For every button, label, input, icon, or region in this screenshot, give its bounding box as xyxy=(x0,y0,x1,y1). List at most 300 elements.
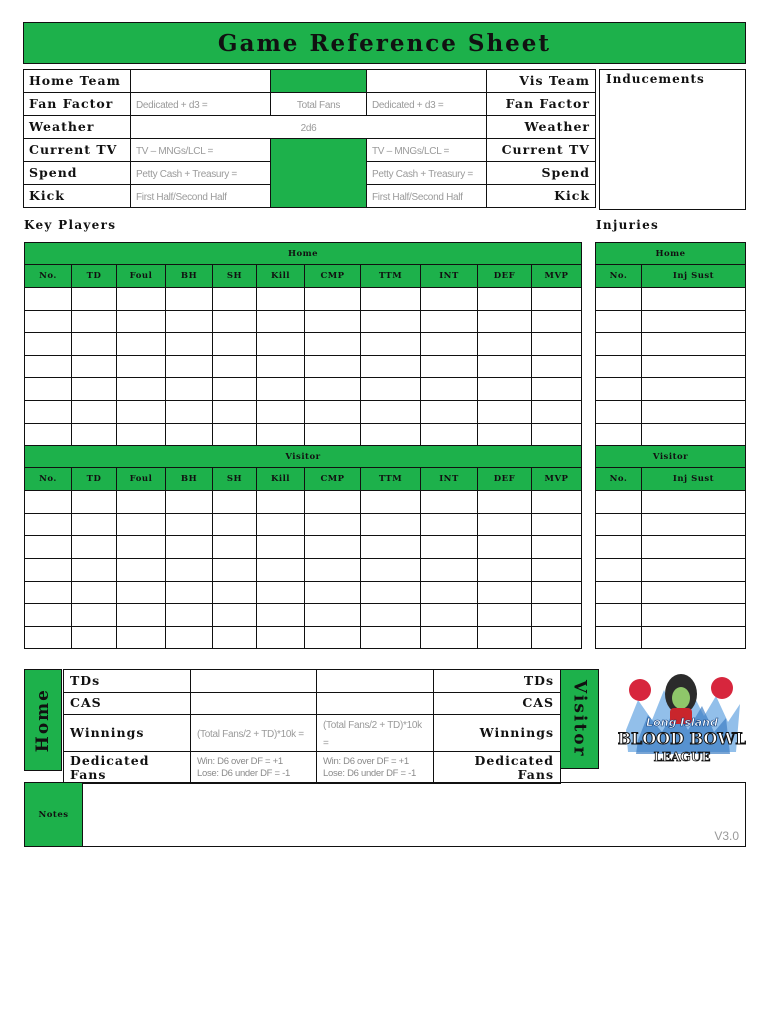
weather-label-vis: Weather xyxy=(524,119,590,134)
table-cell[interactable] xyxy=(257,513,305,536)
table-cell[interactable] xyxy=(361,558,421,581)
table-cell[interactable] xyxy=(478,378,532,401)
table-cell[interactable] xyxy=(257,604,305,627)
table-cell[interactable] xyxy=(421,626,478,649)
table-cell[interactable] xyxy=(421,310,478,333)
visitor-table-row xyxy=(25,581,582,604)
table-cell[interactable] xyxy=(117,581,166,604)
table-cell[interactable] xyxy=(361,355,421,378)
column-header: BH xyxy=(166,468,213,491)
visitor-injury-row xyxy=(596,581,746,604)
visitor-injury-row xyxy=(596,626,746,649)
table-cell[interactable] xyxy=(532,581,582,604)
table-cell[interactable] xyxy=(421,513,478,536)
table-cell[interactable] xyxy=(117,288,166,311)
tds-label-vis: TDs xyxy=(523,672,554,688)
vis-fan-factor-field[interactable] xyxy=(367,93,487,116)
column-header: CMP xyxy=(305,468,361,491)
table-cell[interactable] xyxy=(117,310,166,333)
win-hint-vis: Win: D6 over DF = +1 xyxy=(323,755,409,767)
table-cell[interactable] xyxy=(25,604,72,627)
weather-field[interactable] xyxy=(131,116,487,139)
home-injury-row xyxy=(596,400,746,423)
table-cell[interactable] xyxy=(596,400,642,423)
title-bar xyxy=(23,22,746,64)
table-cell[interactable] xyxy=(25,513,72,536)
column-header: Foul xyxy=(117,265,166,288)
column-header: MVP xyxy=(532,265,582,288)
table-cell[interactable] xyxy=(72,558,117,581)
table-cell[interactable] xyxy=(166,355,213,378)
table-cell[interactable] xyxy=(305,288,361,311)
table-cell[interactable] xyxy=(421,378,478,401)
table-cell[interactable] xyxy=(117,423,166,446)
table-cell[interactable] xyxy=(213,310,257,333)
table-cell[interactable] xyxy=(596,558,642,581)
column-header: TTM xyxy=(361,265,421,288)
vis-team-label: Vis Team xyxy=(519,73,590,88)
column-header: DEF xyxy=(478,468,532,491)
injuries-home-band-label: Home xyxy=(596,243,746,265)
table-cell[interactable] xyxy=(213,400,257,423)
table-cell[interactable] xyxy=(642,581,746,604)
table-cell[interactable] xyxy=(532,626,582,649)
table-cell[interactable] xyxy=(166,310,213,333)
table-cell[interactable] xyxy=(642,604,746,627)
table-cell[interactable] xyxy=(532,536,582,559)
table-cell[interactable] xyxy=(532,491,582,514)
column-header: Kill xyxy=(257,265,305,288)
table-cell[interactable] xyxy=(257,558,305,581)
table-cell[interactable] xyxy=(361,333,421,356)
logo-line2: BLOOD BOWL xyxy=(618,729,746,748)
home-tds-field[interactable] xyxy=(191,670,317,693)
table-cell[interactable] xyxy=(478,626,532,649)
home-injury-row xyxy=(596,333,746,356)
table-cell[interactable] xyxy=(117,558,166,581)
vis-tv-field[interactable] xyxy=(367,139,487,162)
table-cell[interactable] xyxy=(257,355,305,378)
table-cell[interactable] xyxy=(72,513,117,536)
table-cell[interactable] xyxy=(257,310,305,333)
current-tv-label-vis: Current TV xyxy=(501,142,590,157)
column-header: TD xyxy=(72,468,117,491)
table-cell[interactable] xyxy=(213,378,257,401)
table-cell[interactable] xyxy=(532,378,582,401)
table-cell[interactable] xyxy=(25,355,72,378)
table-cell[interactable] xyxy=(25,423,72,446)
injuries-visitor-band-label: Visitor xyxy=(596,446,746,468)
table-cell[interactable] xyxy=(305,536,361,559)
fan-factor-label-home: Fan Factor xyxy=(29,96,114,111)
column-header: BH xyxy=(166,265,213,288)
table-cell[interactable] xyxy=(596,491,642,514)
home-table-row xyxy=(25,288,582,311)
table-cell[interactable] xyxy=(166,423,213,446)
table-cell[interactable] xyxy=(117,491,166,514)
table-cell[interactable] xyxy=(257,288,305,311)
table-cell[interactable] xyxy=(166,581,213,604)
cas-label-vis: CAS xyxy=(522,695,554,711)
vis-spend-field[interactable] xyxy=(367,162,487,185)
visitor-injury-headers xyxy=(596,468,746,491)
table-cell[interactable] xyxy=(213,581,257,604)
home-kick-field[interactable] xyxy=(131,185,271,208)
table-cell[interactable] xyxy=(72,491,117,514)
table-cell[interactable] xyxy=(25,310,72,333)
table-cell[interactable] xyxy=(117,378,166,401)
lose-hint-home: Lose: D6 under DF = -1 xyxy=(197,767,290,779)
table-cell[interactable] xyxy=(257,536,305,559)
visitor-column-headers xyxy=(25,468,582,491)
table-cell[interactable] xyxy=(117,536,166,559)
injuries-title: Injuries xyxy=(596,218,660,232)
key-players-table xyxy=(24,242,582,649)
table-cell[interactable] xyxy=(213,491,257,514)
home-table-row xyxy=(25,333,582,356)
home-band xyxy=(25,243,582,265)
winnings-hint-vis: (Total Fans/2 + TD)*10k = xyxy=(323,720,422,749)
home-team-label: Home Team xyxy=(29,73,121,88)
table-cell[interactable] xyxy=(361,604,421,627)
visitor-table-row xyxy=(25,604,582,627)
table-cell[interactable] xyxy=(257,581,305,604)
home-injury-row xyxy=(596,288,746,311)
table-cell[interactable] xyxy=(166,513,213,536)
table-cell[interactable] xyxy=(642,513,746,536)
table-cell[interactable] xyxy=(117,333,166,356)
table-cell[interactable] xyxy=(257,333,305,356)
home-dedicated-field[interactable] xyxy=(191,752,317,784)
table-cell[interactable] xyxy=(25,626,72,649)
column-header: DEF xyxy=(478,265,532,288)
table-cell[interactable] xyxy=(166,333,213,356)
table-cell[interactable] xyxy=(72,536,117,559)
table-cell[interactable] xyxy=(421,491,478,514)
table-cell[interactable] xyxy=(642,333,746,356)
home-team-field[interactable] xyxy=(131,70,271,93)
win-hint-home: Win: D6 over DF = +1 xyxy=(197,755,283,767)
table-cell[interactable] xyxy=(166,604,213,627)
table-cell[interactable] xyxy=(257,626,305,649)
table-cell[interactable] xyxy=(213,558,257,581)
table-cell[interactable] xyxy=(257,491,305,514)
column-header: INT xyxy=(421,468,478,491)
table-cell[interactable] xyxy=(532,558,582,581)
table-cell[interactable] xyxy=(305,355,361,378)
home-injury-row xyxy=(596,423,746,446)
tv-hint-home: TV – MNGs/LCL = xyxy=(136,146,214,157)
table-cell[interactable] xyxy=(257,400,305,423)
home-injury-row xyxy=(596,355,746,378)
dedicated-label-vis: Dedicated xyxy=(474,752,554,768)
table-cell[interactable] xyxy=(213,355,257,378)
table-cell[interactable] xyxy=(478,310,532,333)
table-cell[interactable] xyxy=(305,400,361,423)
home-table-row xyxy=(25,400,582,423)
vis-tds-field[interactable] xyxy=(317,670,434,693)
visitor-band xyxy=(25,446,582,468)
dedicated-hint-vis: Dedicated + d3 = xyxy=(372,100,444,111)
table-cell[interactable] xyxy=(72,581,117,604)
winnings-hint-home: (Total Fans/2 + TD)*10k = xyxy=(197,729,304,740)
total-fans-field[interactable] xyxy=(271,93,367,116)
page-title: Game Reference Sheet xyxy=(217,29,552,57)
vis-dedicated-field[interactable] xyxy=(317,752,434,784)
home-band-label: Home xyxy=(25,243,582,265)
table-cell[interactable] xyxy=(25,558,72,581)
table-cell[interactable] xyxy=(257,423,305,446)
column-header: SH xyxy=(213,265,257,288)
table-cell[interactable] xyxy=(117,604,166,627)
table-cell[interactable] xyxy=(596,333,642,356)
table-cell[interactable] xyxy=(478,536,532,559)
kick-label-vis: Kick xyxy=(554,188,590,203)
table-cell[interactable] xyxy=(421,333,478,356)
table-cell[interactable] xyxy=(596,310,642,333)
table-cell[interactable] xyxy=(361,423,421,446)
table-cell[interactable] xyxy=(25,400,72,423)
table-cell[interactable] xyxy=(166,288,213,311)
table-cell[interactable] xyxy=(213,288,257,311)
column-header: No. xyxy=(25,265,72,288)
home-injury-row xyxy=(596,310,746,333)
table-cell[interactable] xyxy=(117,513,166,536)
table-cell[interactable] xyxy=(166,558,213,581)
vis-team-field[interactable] xyxy=(367,70,487,93)
table-cell[interactable] xyxy=(305,310,361,333)
table-cell[interactable] xyxy=(596,355,642,378)
table-cell[interactable] xyxy=(421,288,478,311)
table-cell[interactable] xyxy=(361,288,421,311)
logo-line1: Long Island xyxy=(646,716,718,729)
table-cell[interactable] xyxy=(478,558,532,581)
table-cell[interactable] xyxy=(596,626,642,649)
home-spend-field[interactable] xyxy=(131,162,271,185)
table-cell[interactable] xyxy=(166,536,213,559)
table-cell[interactable] xyxy=(213,604,257,627)
visitor-vertical-tab xyxy=(560,669,599,769)
table-cell[interactable] xyxy=(166,626,213,649)
vis-winnings-field[interactable] xyxy=(317,715,434,752)
table-cell[interactable] xyxy=(642,310,746,333)
table-cell[interactable] xyxy=(532,288,582,311)
green-block xyxy=(271,139,367,208)
table-cell[interactable] xyxy=(117,400,166,423)
game-summary-table xyxy=(63,669,561,784)
home-cas-field[interactable] xyxy=(191,692,317,715)
table-cell[interactable] xyxy=(642,400,746,423)
table-cell[interactable] xyxy=(361,491,421,514)
visitor-table-row xyxy=(25,513,582,536)
table-cell[interactable] xyxy=(421,604,478,627)
table-cell[interactable] xyxy=(642,423,746,446)
home-fan-factor-field[interactable] xyxy=(131,93,271,116)
column-header: TD xyxy=(72,265,117,288)
table-cell[interactable] xyxy=(72,333,117,356)
table-cell[interactable] xyxy=(117,355,166,378)
table-cell[interactable] xyxy=(421,423,478,446)
home-table-row xyxy=(25,310,582,333)
table-cell[interactable] xyxy=(421,558,478,581)
table-cell[interactable] xyxy=(532,355,582,378)
table-cell[interactable] xyxy=(532,310,582,333)
kick-label-home: Kick xyxy=(29,188,65,203)
visitor-table-row xyxy=(25,536,582,559)
table-cell[interactable] xyxy=(421,400,478,423)
table-cell[interactable] xyxy=(361,581,421,604)
table-cell[interactable] xyxy=(478,400,532,423)
table-cell[interactable] xyxy=(72,378,117,401)
visitor-injury-row xyxy=(596,513,746,536)
fans-label-home: Fans xyxy=(70,766,107,782)
table-cell[interactable] xyxy=(421,355,478,378)
table-cell[interactable] xyxy=(361,626,421,649)
table-cell[interactable] xyxy=(117,626,166,649)
table-cell[interactable] xyxy=(642,558,746,581)
inducements-label: Inducements xyxy=(606,72,705,86)
visitor-injury-row xyxy=(596,604,746,627)
table-cell[interactable] xyxy=(305,491,361,514)
table-cell[interactable] xyxy=(642,491,746,514)
table-cell[interactable] xyxy=(305,558,361,581)
column-header: Kill xyxy=(257,468,305,491)
inducements-box[interactable] xyxy=(599,69,746,210)
table-cell[interactable] xyxy=(72,288,117,311)
table-cell[interactable] xyxy=(532,513,582,536)
table-cell[interactable] xyxy=(478,355,532,378)
column-header: No. xyxy=(596,265,642,288)
table-cell[interactable] xyxy=(72,604,117,627)
spend-label-vis: Spend xyxy=(541,165,590,180)
table-cell[interactable] xyxy=(305,513,361,536)
table-cell[interactable] xyxy=(532,400,582,423)
total-fans-hint: Total Fans xyxy=(296,100,341,111)
home-winnings-field[interactable] xyxy=(191,715,317,752)
table-cell[interactable] xyxy=(478,491,532,514)
column-header: No. xyxy=(25,468,72,491)
winnings-label-vis: Winnings xyxy=(479,725,554,740)
table-cell[interactable] xyxy=(305,626,361,649)
notes-field[interactable] xyxy=(83,783,745,846)
table-cell[interactable] xyxy=(596,513,642,536)
table-cell[interactable] xyxy=(361,536,421,559)
table-cell[interactable] xyxy=(72,626,117,649)
table-cell[interactable] xyxy=(361,400,421,423)
table-cell[interactable] xyxy=(642,355,746,378)
table-cell[interactable] xyxy=(25,378,72,401)
fan-factor-label-vis: Fan Factor xyxy=(505,96,590,111)
column-header: Inj Sust xyxy=(642,468,746,491)
home-column-headers xyxy=(25,265,582,288)
table-cell[interactable] xyxy=(213,536,257,559)
table-cell[interactable] xyxy=(642,626,746,649)
table-cell[interactable] xyxy=(305,423,361,446)
table-cell[interactable] xyxy=(213,513,257,536)
table-cell[interactable] xyxy=(72,400,117,423)
table-cell[interactable] xyxy=(642,536,746,559)
table-cell[interactable] xyxy=(166,400,213,423)
table-cell[interactable] xyxy=(532,604,582,627)
cas-label-home: CAS xyxy=(70,695,102,711)
table-cell[interactable] xyxy=(478,423,532,446)
table-cell[interactable] xyxy=(305,378,361,401)
table-cell[interactable] xyxy=(166,378,213,401)
column-header: INT xyxy=(421,265,478,288)
column-header: No. xyxy=(596,468,642,491)
tv-hint-vis: TV – MNGs/LCL = xyxy=(372,146,450,157)
column-header: Inj Sust xyxy=(642,265,746,288)
fans-label-vis: Fans xyxy=(517,766,554,782)
green-cell xyxy=(271,70,367,93)
visitor-injury-row xyxy=(596,491,746,514)
table-cell[interactable] xyxy=(213,423,257,446)
table-cell[interactable] xyxy=(596,378,642,401)
table-cell[interactable] xyxy=(478,333,532,356)
table-cell[interactable] xyxy=(213,626,257,649)
vis-kick-field[interactable] xyxy=(367,185,487,208)
team-info-table xyxy=(23,69,596,208)
table-cell[interactable] xyxy=(478,513,532,536)
table-cell[interactable] xyxy=(166,491,213,514)
table-cell[interactable] xyxy=(642,378,746,401)
table-cell[interactable] xyxy=(421,536,478,559)
table-cell[interactable] xyxy=(213,333,257,356)
column-header: CMP xyxy=(305,265,361,288)
table-cell[interactable] xyxy=(25,288,72,311)
table-cell[interactable] xyxy=(72,310,117,333)
table-cell[interactable] xyxy=(361,513,421,536)
home-vertical-tab xyxy=(24,669,62,771)
table-cell[interactable] xyxy=(596,288,642,311)
table-cell[interactable] xyxy=(305,581,361,604)
table-cell[interactable] xyxy=(257,378,305,401)
table-cell[interactable] xyxy=(25,536,72,559)
table-cell[interactable] xyxy=(25,333,72,356)
table-cell[interactable] xyxy=(596,423,642,446)
vis-cas-field[interactable] xyxy=(317,692,434,715)
table-cell[interactable] xyxy=(532,333,582,356)
table-cell[interactable] xyxy=(25,581,72,604)
table-cell[interactable] xyxy=(361,378,421,401)
table-cell[interactable] xyxy=(72,355,117,378)
table-cell[interactable] xyxy=(25,491,72,514)
dedicated-hint-home: Dedicated + d3 = xyxy=(136,100,208,111)
notes-label: Notes xyxy=(38,809,69,820)
weather-2d6-hint: 2d6 xyxy=(300,123,317,134)
visitor-vertical-label: Visitor xyxy=(569,680,590,758)
table-cell[interactable] xyxy=(478,288,532,311)
home-injury-row xyxy=(596,378,746,401)
table-cell[interactable] xyxy=(532,423,582,446)
table-cell[interactable] xyxy=(305,604,361,627)
logo-line3: LEAGUE xyxy=(653,750,711,764)
home-tv-field[interactable] xyxy=(131,139,271,162)
table-cell[interactable] xyxy=(421,581,478,604)
table-cell[interactable] xyxy=(361,310,421,333)
table-cell[interactable] xyxy=(596,581,642,604)
table-cell[interactable] xyxy=(596,604,642,627)
injuries-visitor-band xyxy=(596,446,746,468)
table-cell[interactable] xyxy=(305,333,361,356)
table-cell[interactable] xyxy=(478,581,532,604)
table-cell[interactable] xyxy=(72,423,117,446)
logo-graphic xyxy=(618,660,746,770)
table-cell[interactable] xyxy=(642,288,746,311)
table-cell[interactable] xyxy=(596,536,642,559)
winnings-label-home: Winnings xyxy=(70,725,145,740)
table-cell[interactable] xyxy=(478,604,532,627)
